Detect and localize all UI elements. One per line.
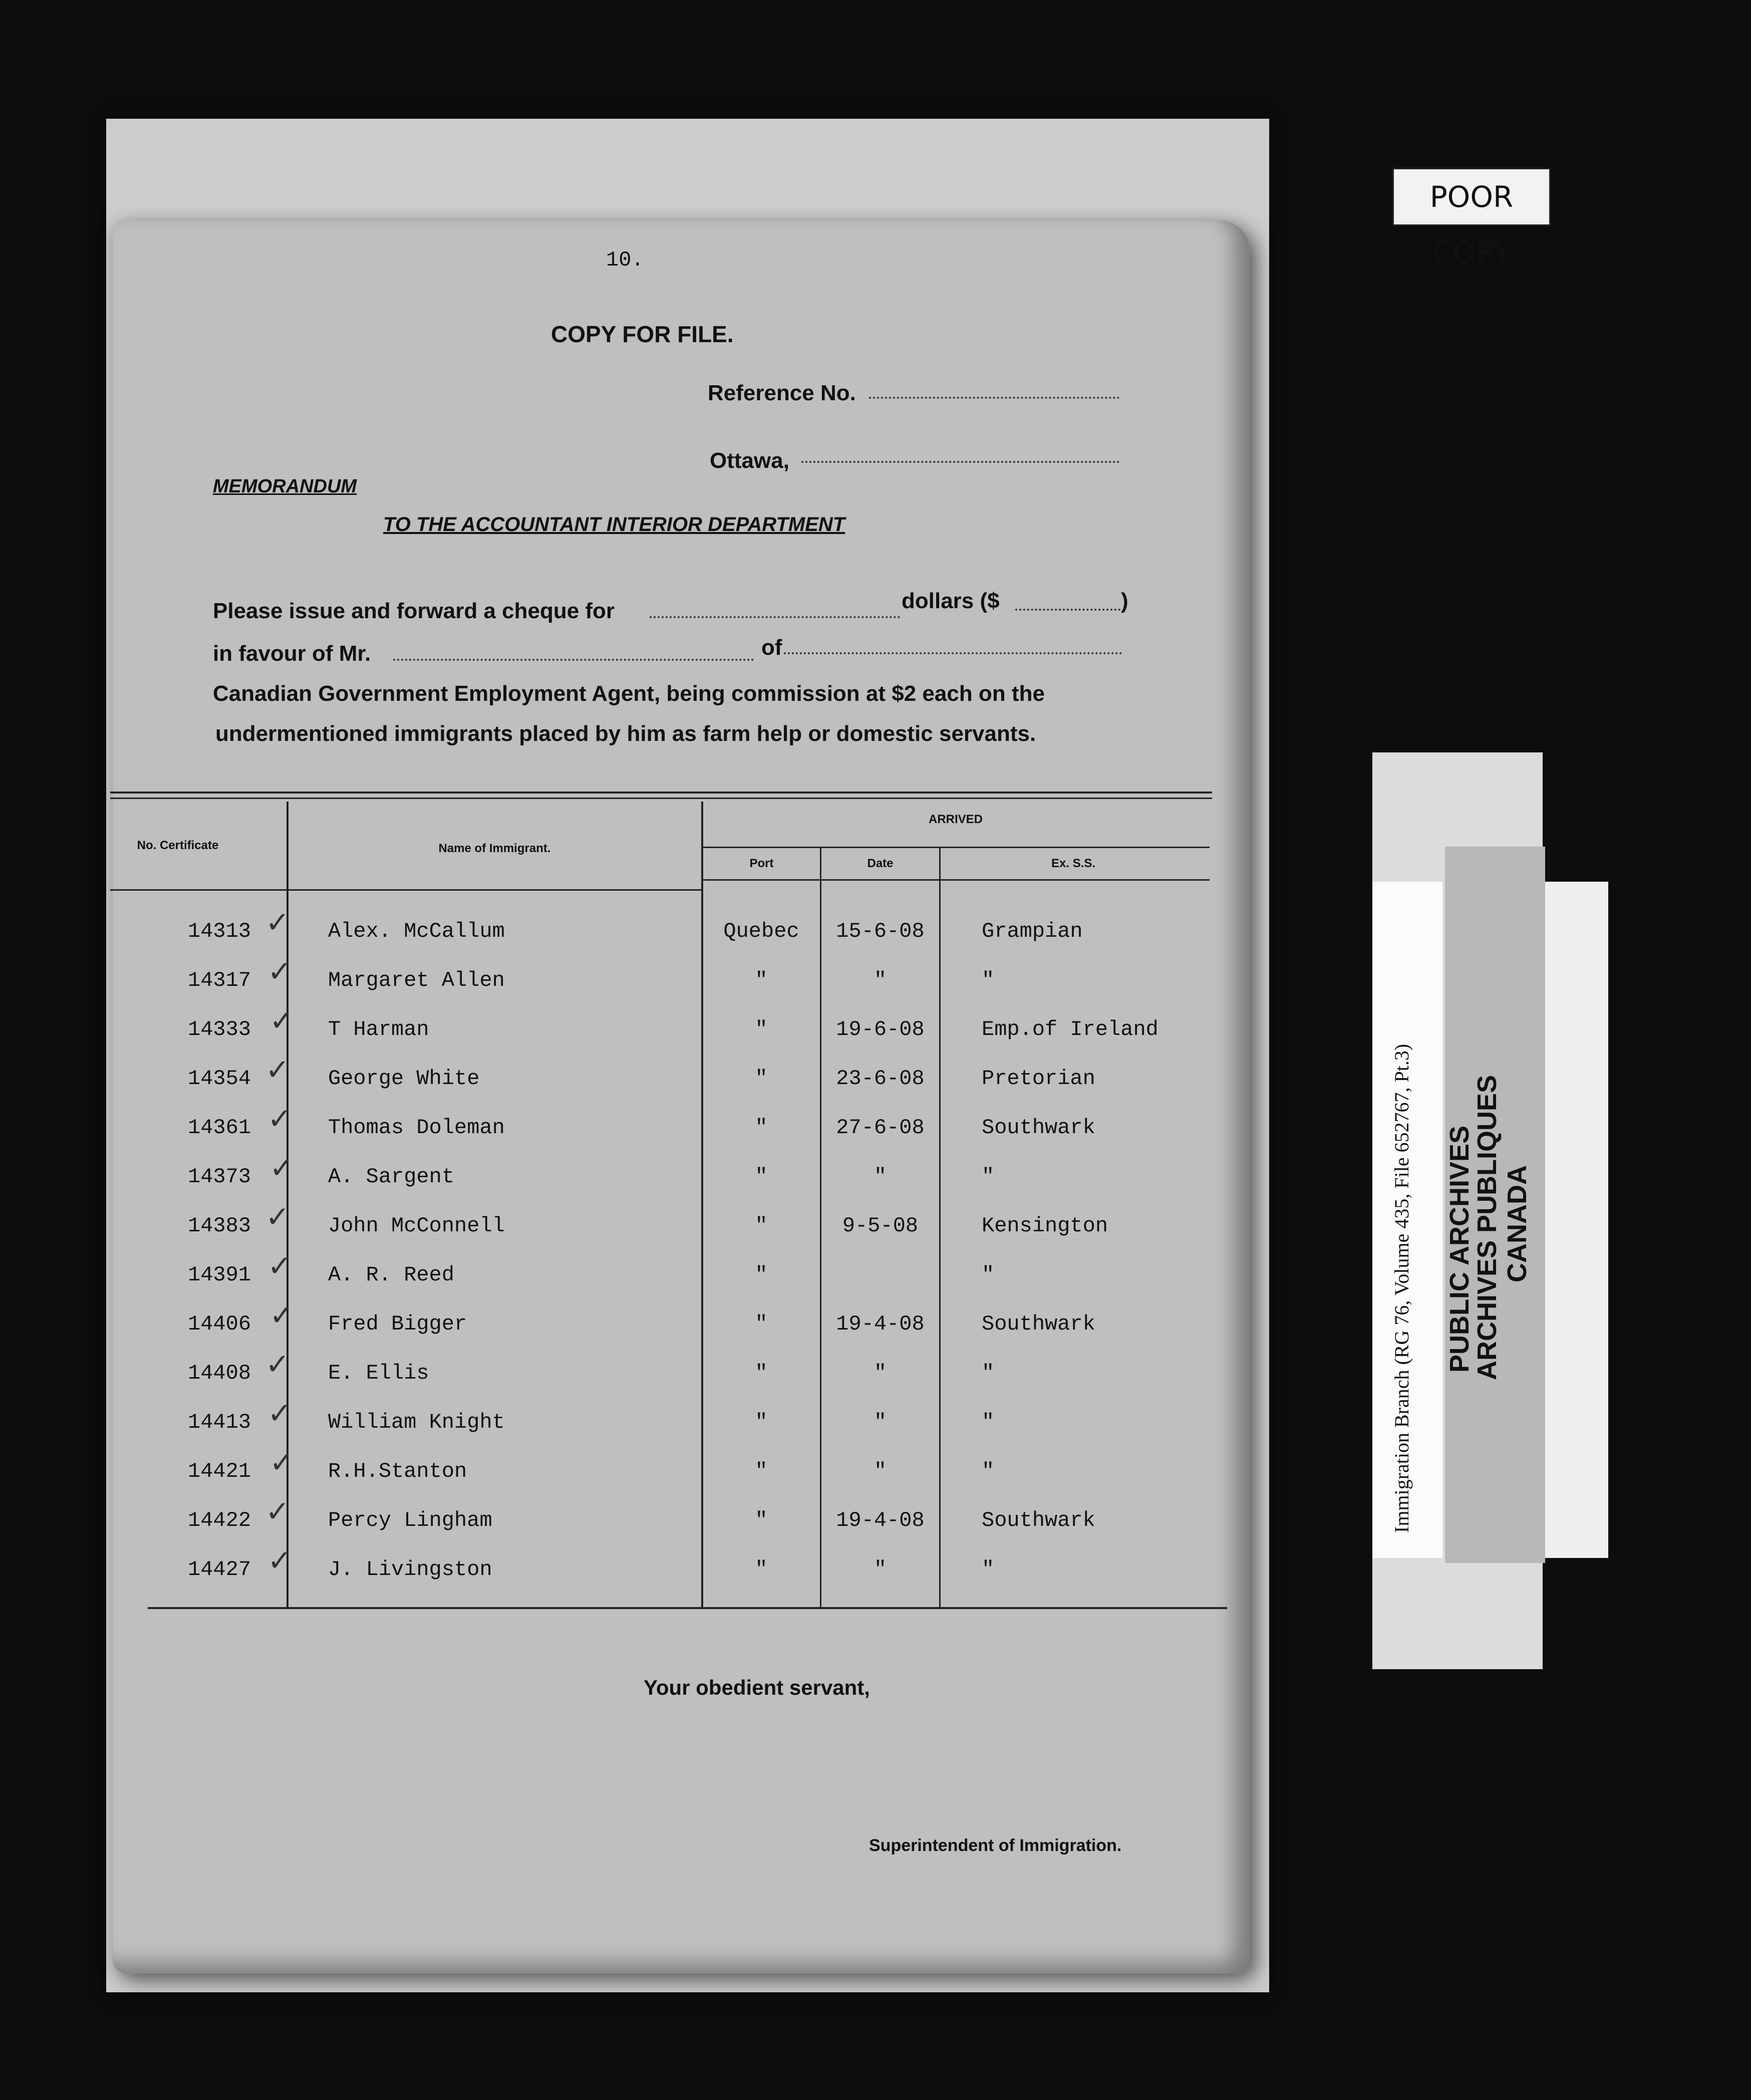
check-mark-icon: ✓ [269,1003,294,1037]
table-bottom-rule [148,1607,1227,1609]
ship-cell: " [982,1165,995,1189]
name-cell: R.H.Stanton [328,1459,467,1483]
check-mark-icon: ✓ [267,1102,292,1136]
port-cell: " [755,1459,768,1483]
cert-cell: 14317 [188,968,251,992]
ship-cell: Kensington [982,1214,1108,1238]
ship-cell: " [982,968,995,992]
ottawa-label: Ottawa, [710,448,789,473]
place-blank [784,652,1122,654]
check-mark-icon: ✓ [267,1396,292,1430]
table-top-rule [110,792,1212,794]
port-cell: Quebec [723,919,799,943]
header-bottom-rule-left [110,889,701,891]
date-cell: 15-6-08 [836,919,925,943]
date-cell: " [873,1557,887,1582]
ship-cell: Southwark [982,1508,1095,1532]
name-cell: Margaret Allen [328,968,505,992]
date-cell: 19-6-08 [836,1017,925,1041]
para-line-1b: dollars ($ [902,589,1000,613]
port-cell: " [755,1263,768,1287]
check-mark-icon: ✓ [267,1543,292,1578]
header-ship: Ex. S.S. [1051,857,1096,870]
check-mark-icon: ✓ [267,1249,292,1283]
port-cell: " [755,1410,768,1434]
ship-cell: Emp.of Ireland [982,1017,1158,1041]
salutation: Your obedient servant, [644,1676,870,1699]
name-cell: William Knight [328,1410,505,1434]
table-top-rule-2 [110,798,1212,799]
payee-blank [393,659,754,661]
check-mark-icon: ✓ [265,1053,290,1087]
cert-cell: 14333 [188,1017,251,1041]
arrived-rule [701,847,1210,848]
date-cell: 23-6-08 [836,1067,925,1091]
ship-cell: Southwark [982,1312,1095,1336]
check-mark-icon: ✓ [265,1494,290,1528]
name-cell: John McConnell [328,1214,505,1238]
date-cell: " [873,968,887,992]
ship-cell: " [982,1361,995,1385]
para-line-1a: Please issue and forward a cheque for [213,599,615,623]
cert-cell: 14391 [188,1263,251,1287]
port-cell: " [755,1116,768,1140]
cert-cell: 14373 [188,1165,251,1189]
check-mark-icon: ✓ [265,905,290,939]
para-line-2a: in favour of Mr. [213,641,371,666]
signature-title: Superintendent of Immigration. [869,1836,1122,1855]
cert-cell: 14408 [188,1361,251,1385]
name-cell: Thomas Doleman [328,1116,505,1140]
header-name: Name of Immigrant. [438,842,551,855]
name-cell: Alex. McCallum [328,919,505,943]
ship-cell: " [982,1410,995,1434]
header-port: Port [749,857,774,870]
date-cell: " [873,1361,887,1385]
cert-cell: 14421 [188,1459,251,1483]
document-title: COPY FOR FILE. [551,321,734,347]
name-cell: Percy Lingham [328,1508,492,1532]
port-cell: " [755,1165,768,1189]
date-cell: 27-6-08 [836,1116,925,1140]
name-cell: Fred Bigger [328,1312,467,1336]
name-cell: George White [328,1067,480,1091]
archive-tag-strip [1545,882,1608,1558]
header-certificate: No. Certificate [137,839,219,852]
cert-cell: 14427 [188,1557,251,1582]
cert-cell: 14422 [188,1508,251,1532]
ship-cell: Pretorian [982,1067,1095,1091]
archive-line-1: PUBLIC ARCHIVES [1444,1125,1475,1373]
check-mark-icon: ✓ [267,954,292,988]
date-cell: 19-4-08 [836,1508,925,1532]
ottawa-blank [801,461,1119,463]
reference-blank [869,397,1119,399]
ship-cell: " [982,1459,995,1483]
name-cell: A. R. Reed [328,1263,455,1287]
amount-words-blank [650,616,900,618]
check-mark-icon: ✓ [265,1200,290,1234]
ship-cell: Grampian [982,919,1083,943]
port-cell: " [755,1508,768,1532]
header-bottom-rule-right [701,879,1210,881]
port-cell: " [755,1017,768,1041]
amount-figures-blank [1015,609,1120,611]
archive-reference: Immigration Branch (RG 76, Volume 435, File 652767, Pt.3) [1390,1043,1413,1533]
para-line-2b: of [761,635,782,660]
port-cell: " [755,1312,768,1336]
date-cell: " [873,1459,887,1483]
check-mark-icon: ✓ [269,1151,294,1185]
check-mark-icon: ✓ [269,1298,294,1332]
addressee-line: TO THE ACCOUNTANT INTERIOR DEPARTMENT [383,513,845,536]
port-cell: " [755,968,768,992]
date-cell: 19-4-08 [836,1312,925,1336]
poor-copy-stamp: POOR COPY [1392,168,1551,226]
name-cell: A. Sargent [328,1165,455,1189]
column-divider-date [939,848,941,1608]
archive-line-3: CANADA [1502,1165,1532,1282]
cert-cell: 14413 [188,1410,251,1434]
port-cell: " [755,1361,768,1385]
para-line-3: Canadian Government Employment Agent, being commission at $2 each on the [213,681,1045,706]
ship-cell: " [982,1557,995,1582]
page-number: 10. [606,248,644,272]
check-mark-icon: ✓ [265,1347,290,1381]
cert-cell: 14406 [188,1312,251,1336]
archive-line-2: ARCHIVES PUBLIQUES [1472,1075,1502,1380]
header-arrived: ARRIVED [928,813,983,826]
ship-cell: Southwark [982,1116,1095,1140]
name-cell: T Harman [328,1017,429,1041]
column-divider-name [701,802,703,1608]
name-cell: J. Livingston [328,1557,492,1582]
port-cell: " [755,1557,768,1582]
memo-page [113,220,1250,1974]
cert-cell: 14361 [188,1116,251,1140]
cert-cell: 14354 [188,1067,251,1091]
name-cell: E. Ellis [328,1361,429,1385]
cert-cell: 14383 [188,1214,251,1238]
date-cell: " [873,1410,887,1434]
para-line-1c: ) [1121,589,1128,613]
para-line-4: undermentioned immigrants placed by him as farm help or domestic servants. [215,721,1036,746]
date-cell: 9-5-08 [842,1214,919,1238]
date-cell: " [873,1165,887,1189]
check-mark-icon: ✓ [269,1445,294,1479]
cert-cell: 14313 [188,919,251,943]
header-date: Date [867,857,894,870]
memorandum-label: MEMORANDUM [213,476,357,497]
port-cell: " [755,1067,768,1091]
port-cell: " [755,1214,768,1238]
reference-label: Reference No. [708,381,856,405]
ship-cell: " [982,1263,995,1287]
